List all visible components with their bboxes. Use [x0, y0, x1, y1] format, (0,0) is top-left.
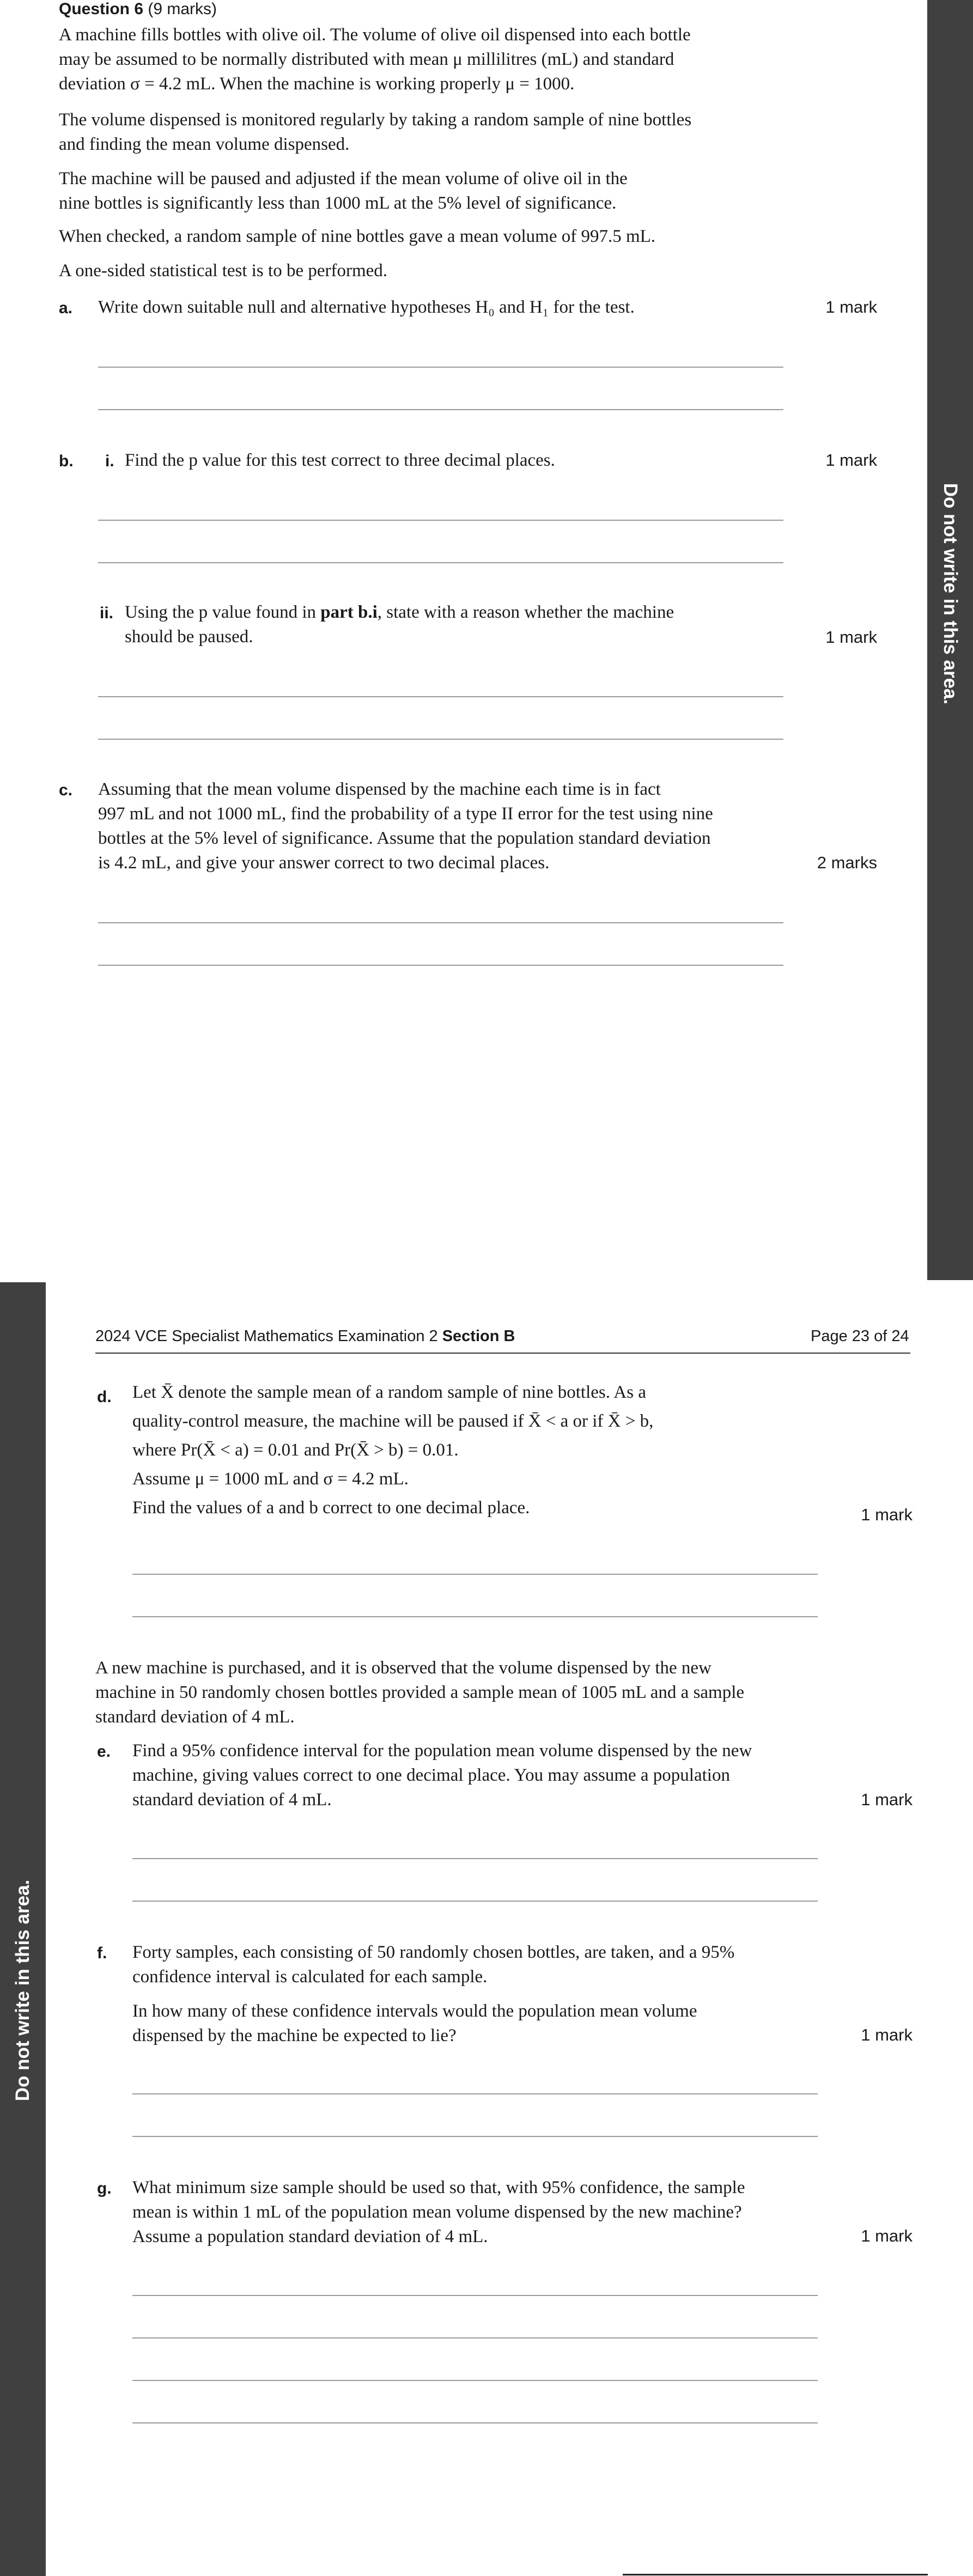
answer-line[interactable]	[132, 2337, 818, 2339]
part-c-line: bottles at the 5% level of significance. Assume that the population standard deviation	[98, 829, 711, 848]
answer-line[interactable]	[98, 696, 783, 697]
part-f-marks: 1 mark	[861, 2025, 913, 2044]
part-f-line: confidence interval is calculated for each sample.	[132, 1967, 488, 1987]
part-g-line: mean is within 1 mL of the population mean volume dispensed by the new machine?	[132, 2202, 742, 2222]
part-e-line: Find a 95% confidence interval for the population mean volume dispensed by the new	[132, 1741, 752, 1761]
part-d-line: Find the values of a and b correct to one decimal place.	[132, 1498, 530, 1518]
part-b-ii-label: ii.	[100, 604, 114, 622]
intro-paragraph-4: When checked, a random sample of nine bottles gave a mean volume of 997.5 mL.	[59, 227, 656, 246]
answer-line[interactable]	[98, 367, 783, 368]
answer-line[interactable]	[98, 409, 783, 410]
part-g-text	[132, 2176, 813, 2249]
new-machine-line: standard deviation of 4 mL.	[95, 1707, 295, 1727]
page-footer-title: 2024 VCE Specialist Mathematics Examination 2 Section B	[95, 1327, 515, 1345]
end-of-page-rule	[623, 2574, 928, 2575]
part-a-label: a.	[59, 299, 73, 317]
question-marks: (9 marks)	[148, 0, 217, 18]
part-b-i-text: Find the p value for this test correct to three decimal places.	[125, 450, 555, 470]
part-a-marks: 1 mark	[825, 297, 877, 316]
answer-line[interactable]	[98, 520, 783, 521]
part-d-label: d.	[97, 1388, 112, 1406]
intro-line: The machine will be paused and adjusted if the mean volume of olive oil in the	[59, 169, 628, 188]
intro-paragraph-1	[59, 23, 767, 96]
answer-line[interactable]	[98, 739, 783, 740]
part-g-line: What minimum size sample should be used so that, with 95% confidence, the sample	[132, 2178, 745, 2197]
answer-line[interactable]	[98, 562, 783, 563]
answer-line[interactable]	[132, 1574, 818, 1575]
question-title: Question 6	[59, 0, 144, 18]
part-f-label: f.	[97, 1944, 107, 1962]
answer-line[interactable]	[132, 2422, 818, 2423]
intro-line: may be assumed to be normally distributed with mean μ millilitres (mL) and standard	[59, 50, 674, 69]
answer-line[interactable]	[132, 2093, 818, 2094]
intro-paragraph-3	[59, 167, 767, 216]
part-f-line: In how many of these confidence intervals would the population mean volume	[132, 2001, 697, 2021]
left-sidebar	[0, 1282, 46, 2576]
part-d-line: quality-control measure, the machine will be paused if X̄ < a or if X̄ > b,	[132, 1411, 654, 1431]
part-b-ii-line: Using the p value found in part b.i, state with a reason whether the machine	[125, 602, 674, 622]
part-e-line: standard deviation of 4 mL.	[132, 1790, 332, 1810]
new-machine-line: machine in 50 randomly chosen bottles provided a sample mean of 1005 mL and a sample	[95, 1683, 745, 1702]
part-e-label: e.	[97, 1743, 111, 1761]
intro-line: nine bottles is significantly less than 1000 mL at the 5% level of significance.	[59, 193, 617, 213]
intro-line: A machine fills bottles with olive oil. The volume of olive oil dispensed into each bottle	[59, 25, 691, 45]
answer-line[interactable]	[132, 2295, 818, 2296]
new-machine-line: A new machine is purchased, and it is observed that the volume dispensed by the new	[95, 1658, 711, 1678]
intro-line: deviation σ = 4.2 mL. When the machine is working properly μ = 1000.	[59, 74, 575, 94]
answer-line[interactable]	[98, 965, 783, 966]
part-c-line: is 4.2 mL, and give your answer correct to two decimal places.	[98, 853, 550, 873]
part-d-line: Let X̄ denote the sample mean of a random sample of nine bottles. As a	[132, 1383, 646, 1402]
part-d-line: Assume μ = 1000 mL and σ = 4.2 mL.	[132, 1469, 409, 1489]
part-c-line: Assuming that the mean volume dispensed by the machine each time is in fact	[98, 780, 661, 799]
footer-rule	[95, 1353, 910, 1354]
part-g-line: Assume a population standard deviation of 4 mL.	[132, 2227, 488, 2246]
question-header	[59, 0, 217, 19]
part-f-line: dispensed by the machine be expected to lie?	[132, 2026, 457, 2045]
part-d-marks: 1 mark	[861, 1505, 913, 1524]
intro-line: The volume dispensed is monitored regularly by taking a random sample of nine bottles	[59, 110, 692, 130]
part-e-marks: 1 mark	[861, 1790, 913, 1809]
page-number: Page 23 of 24	[811, 1327, 909, 1345]
part-g-marks: 1 mark	[861, 2226, 913, 2245]
answer-line[interactable]	[132, 2380, 818, 2381]
answer-line[interactable]	[132, 2136, 818, 2137]
part-b-ii-line: should be paused.	[125, 627, 253, 647]
part-e-line: machine, giving values correct to one decimal place. You may assume a population	[132, 1765, 730, 1785]
part-f-line: Forty samples, each consisting of 50 randomly chosen bottles, are taken, and a 95%	[132, 1942, 735, 1962]
part-c-label: c.	[59, 781, 73, 799]
right-sidebar-warning: Do not write in this area.	[940, 483, 961, 705]
intro-line: and finding the mean volume dispensed.	[59, 135, 350, 154]
part-e-text	[132, 1739, 813, 1812]
answer-line[interactable]	[132, 1901, 818, 1902]
intro-paragraph-5: A one-sided statistical test is to be performed.	[59, 261, 388, 281]
left-sidebar-warning: Do not write in this area.	[12, 1879, 33, 2102]
part-d-text	[132, 1378, 813, 1523]
part-b-label: b.	[59, 452, 74, 470]
part-c-text	[98, 777, 779, 875]
part-f-text	[132, 1940, 813, 2048]
new-machine-paragraph	[95, 1656, 831, 1729]
part-g-label: g.	[97, 2179, 112, 2197]
part-d-line: where Pr(X̄ < a) = 0.01 and Pr(X̄ > b) = 0.01.	[132, 1440, 459, 1460]
part-b-i-marks: 1 mark	[825, 450, 877, 470]
right-sidebar	[927, 0, 973, 1280]
intro-paragraph-2	[59, 108, 767, 157]
answer-line[interactable]	[98, 922, 783, 923]
part-a-text: Write down suitable null and alternative hypotheses H₀ and H₁ for the test.	[98, 297, 635, 317]
part-c-marks: 2 marks	[817, 853, 877, 872]
part-b-i-label: i.	[105, 452, 114, 470]
answer-line[interactable]	[132, 1616, 818, 1617]
answer-line[interactable]	[132, 1858, 818, 1859]
part-b-ii-marks: 1 mark	[825, 628, 877, 647]
part-c-line: 997 mL and not 1000 mL, find the probability of a type II error for the test using nine	[98, 804, 713, 824]
part-b-ii-text	[125, 600, 751, 649]
